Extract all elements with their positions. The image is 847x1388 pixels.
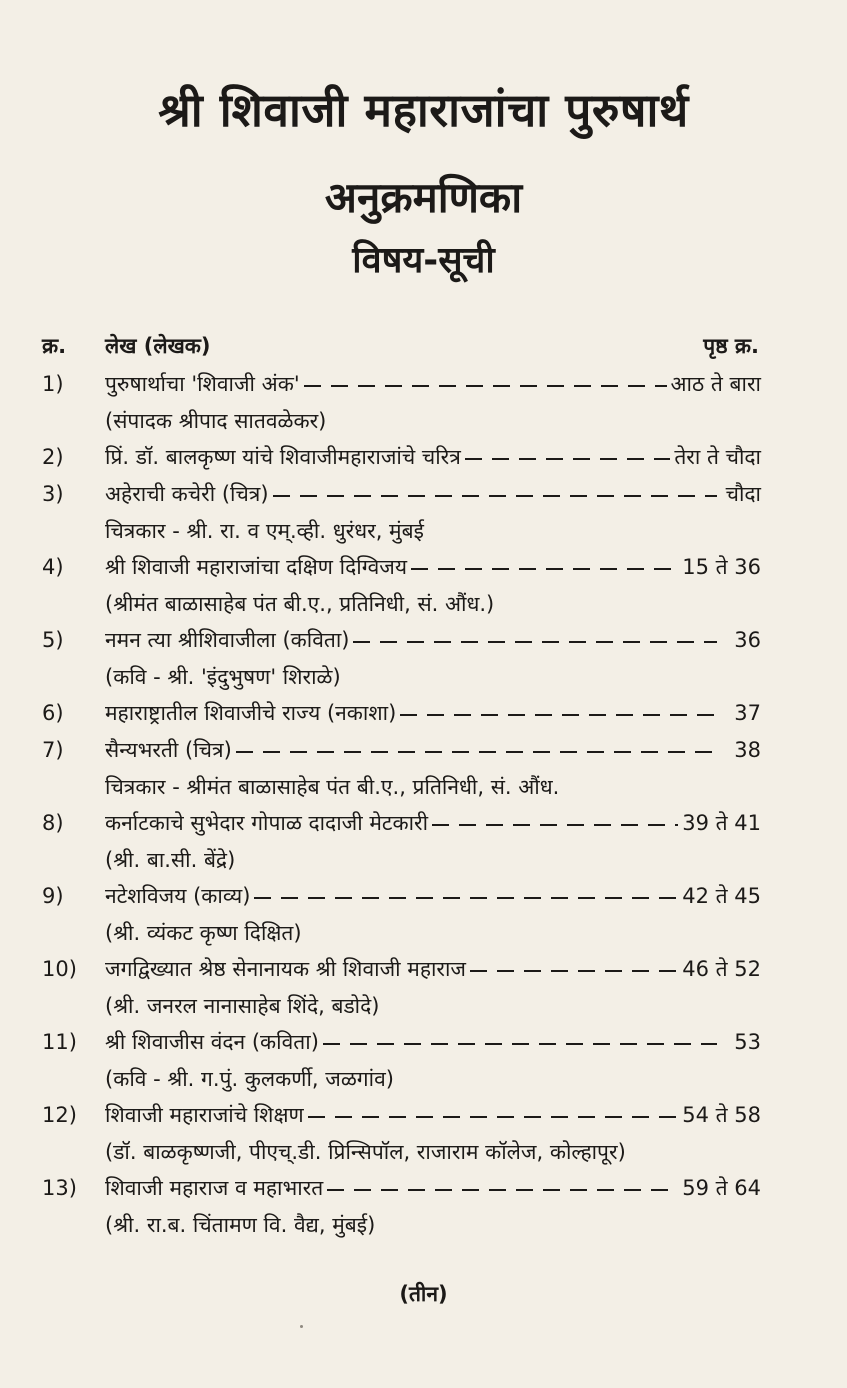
- entry-author: (श्री. बा.सी. बेंद्रे): [105, 848, 236, 872]
- entry-page: 36: [734, 628, 761, 652]
- entry-title: नटेशविजय (काव्य): [105, 884, 251, 908]
- toc-entry-line: [0, 622, 847, 659]
- entry-number: 9): [42, 884, 64, 908]
- dash-leader: [411, 568, 678, 570]
- dash-leader: [432, 824, 678, 826]
- entry-number: 10): [42, 957, 77, 981]
- entry-number: 2): [42, 445, 64, 469]
- toc-entry-line: [0, 1024, 847, 1061]
- entry-text-row: [105, 805, 761, 842]
- column-header-number: क्र.: [42, 334, 67, 358]
- entry-page: 37: [734, 701, 761, 725]
- page-title: श्री शिवाजी महाराजांचा पुरुषार्थ: [158, 83, 689, 137]
- toc-entry-line: [0, 805, 847, 842]
- toc-entry: [0, 439, 847, 476]
- table-of-contents: [0, 366, 847, 1243]
- entry-page: 46 ते 52: [682, 957, 761, 981]
- entry-text-row: [105, 549, 761, 586]
- entry-page: 54 ते 58: [682, 1103, 761, 1127]
- toc-entry: [0, 1024, 847, 1097]
- entry-title: अहेराची कचेरी (चित्र): [105, 482, 269, 506]
- entry-author: (संपादक श्रीपाद सातवळेकर): [105, 409, 327, 433]
- entry-author: (कवि - श्री. 'इंदुभुषण' शिराळे): [105, 665, 341, 689]
- toc-entry-line: [0, 1170, 847, 1207]
- toc-entry-line: [0, 951, 847, 988]
- entry-title: श्री शिवाजीस वंदन (कविता): [105, 1030, 319, 1054]
- entry-title: पुरुषार्थाचा 'शिवाजी अंक': [105, 372, 300, 396]
- column-header-page: पृष्ठ क्र.: [703, 334, 759, 358]
- entry-page: 42 ते 45: [682, 884, 761, 908]
- toc-entry: [0, 549, 847, 622]
- entry-text-row: [105, 1097, 761, 1134]
- entry-author: (डॉ. बाळकृष्णजी, पीएच्.डी. प्रिन्सिपॉल, राजाराम कॉलेज, कोल्हापूर): [105, 1140, 626, 1164]
- entry-title: प्रिं. डॉ. बालकृष्ण यांचे शिवाजीमहाराजांचे चरित्र: [105, 445, 461, 469]
- entry-number: 1): [42, 372, 64, 396]
- toc-entry: [0, 805, 847, 878]
- entry-author: (श्री. व्यंकट कृष्ण दिक्षित): [105, 921, 302, 945]
- toc-entry: [0, 1097, 847, 1170]
- entry-title: सैन्यभरती (चित्र): [105, 738, 232, 762]
- entry-number: 6): [42, 701, 64, 725]
- dash-leader: [353, 641, 717, 643]
- paper-speck: [300, 1325, 303, 1328]
- entry-title: श्री शिवाजी महाराजांचा दक्षिण दिग्विजय: [105, 555, 408, 579]
- entry-title: महाराष्ट्रातील शिवाजीचे राज्य (नकाशा): [105, 701, 397, 725]
- entry-text-row: [105, 878, 761, 915]
- dash-leader: [308, 1116, 679, 1118]
- entry-text-row: [105, 732, 761, 769]
- entry-text-row: [105, 622, 761, 659]
- dash-leader: [304, 385, 667, 387]
- entry-text-row: [105, 439, 761, 476]
- toc-entry: [0, 1170, 847, 1243]
- entry-number: 3): [42, 482, 64, 506]
- toc-entry-line: [0, 549, 847, 586]
- dash-leader: [254, 897, 678, 899]
- toc-entry-line: [0, 476, 847, 513]
- toc-entry: [0, 951, 847, 1024]
- entry-author: चित्रकार - श्रीमंत बाळासाहेब पंत बी.ए., प्रतिनिधी, सं. औंध.: [105, 775, 560, 799]
- toc-entry: [0, 732, 847, 805]
- dash-leader: [273, 495, 717, 497]
- entry-number: 7): [42, 738, 64, 762]
- toc-entry: [0, 878, 847, 951]
- entry-author: (श्रीमंत बाळासाहेब पंत बी.ए., प्रतिनिधी, सं. औंध.): [105, 592, 495, 616]
- page-number: (तीन): [399, 1282, 448, 1306]
- entry-page: आठ ते बारा: [670, 372, 761, 396]
- dash-leader: [236, 751, 717, 753]
- entry-title: शिवाजी महाराज व महाभारत: [105, 1176, 324, 1200]
- subject-list-heading: विषय-सूची: [352, 240, 495, 281]
- entry-number: 8): [42, 811, 64, 835]
- entry-page: चौदा: [725, 482, 761, 506]
- entry-page: 15 ते 36: [682, 555, 761, 579]
- entry-author: (कवि - श्री. ग.पुं. कुलकर्णी, जळगांव): [105, 1067, 394, 1091]
- entry-text-row: [105, 1024, 761, 1061]
- dash-leader: [400, 714, 717, 716]
- index-heading: अनुक्रमणिका: [324, 173, 523, 222]
- toc-entry-line: [0, 1097, 847, 1134]
- dash-leader: [470, 970, 678, 972]
- entry-number: 5): [42, 628, 64, 652]
- toc-entry: [0, 622, 847, 695]
- entry-title: नमन त्या श्रीशिवाजीला (कविता): [105, 628, 350, 652]
- toc-entry: [0, 366, 847, 439]
- column-header-article: लेख (लेखक): [105, 334, 211, 358]
- entry-number: 11): [42, 1030, 77, 1054]
- entry-number: 13): [42, 1176, 77, 1200]
- entry-page: 59 ते 64: [682, 1176, 761, 1200]
- entry-title: कर्नाटकाचे सुभेदार गोपाळ दादाजी मेटकारी: [105, 811, 429, 835]
- toc-entry-line: [0, 366, 847, 403]
- entry-page: 53: [734, 1030, 761, 1054]
- entry-author: चित्रकार - श्री. रा. व एम्.व्ही. धुरंधर, मुंबई: [105, 519, 424, 543]
- entry-author: (श्री. जनरल नानासाहेब शिंदे, बडोदे): [105, 994, 380, 1018]
- toc-entry-line: [0, 732, 847, 769]
- entry-author: (श्री. रा.ब. चिंतामण वि. वैद्य, मुंबई): [105, 1213, 376, 1237]
- dash-leader: [327, 1189, 678, 1191]
- entry-text-row: [105, 1170, 761, 1207]
- dash-leader: [465, 458, 670, 460]
- entry-title: शिवाजी महाराजांचे शिक्षण: [105, 1103, 304, 1127]
- entry-text-row: [105, 951, 761, 988]
- entry-page: तेरा ते चौदा: [674, 445, 761, 469]
- toc-entry-line: [0, 439, 847, 476]
- toc-entry: [0, 476, 847, 549]
- entry-text-row: [105, 695, 761, 732]
- toc-entry: [0, 695, 847, 732]
- entry-page: 39 ते 41: [682, 811, 761, 835]
- entry-text-row: [105, 476, 761, 513]
- toc-entry-line: [0, 878, 847, 915]
- entry-number: 12): [42, 1103, 77, 1127]
- toc-entry-line: [0, 695, 847, 732]
- entry-title: जगद्विख्यात श्रेष्ठ सेनानायक श्री शिवाजी महाराज: [105, 957, 467, 981]
- entry-text-row: [105, 366, 761, 403]
- entry-page: 38: [734, 738, 761, 762]
- entry-number: 4): [42, 555, 64, 579]
- dash-leader: [323, 1043, 717, 1045]
